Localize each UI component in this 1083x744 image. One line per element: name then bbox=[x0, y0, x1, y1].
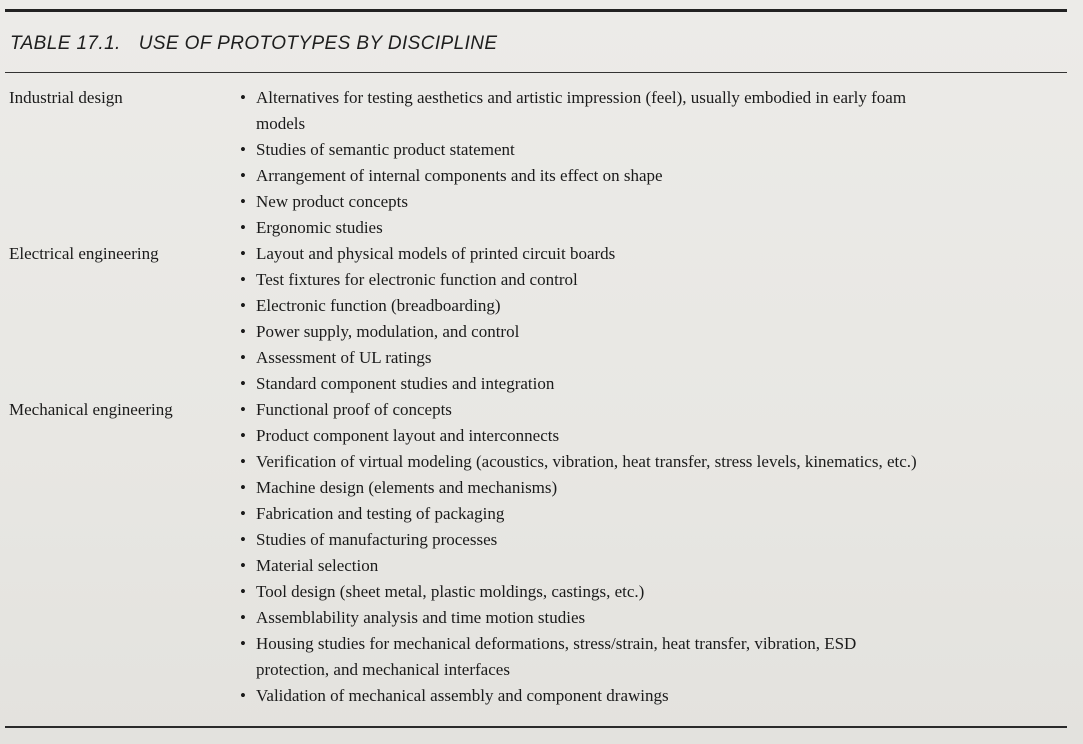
item-text: Electronic function (breadboarding) bbox=[256, 296, 501, 315]
bullet-icon: • bbox=[240, 504, 246, 523]
list-item bbox=[238, 449, 1083, 475]
item-text: Fabrication and testing of packaging bbox=[256, 504, 505, 523]
bullet-icon: • bbox=[240, 582, 246, 601]
bullet-icon: • bbox=[240, 218, 246, 237]
discipline-label: Electrical engineering bbox=[9, 244, 159, 263]
table-title: USE OF PROTOTYPES BY DISCIPLINE bbox=[138, 33, 498, 54]
list-item bbox=[238, 501, 1083, 527]
bullet-icon: • bbox=[240, 374, 246, 393]
list-item bbox=[238, 423, 1083, 449]
bullet-icon: • bbox=[240, 400, 246, 419]
bullet-icon: • bbox=[240, 192, 246, 211]
list-item bbox=[238, 241, 1083, 267]
item-text: Validation of mechanical assembly and component drawings bbox=[256, 686, 669, 705]
item-text: Tool design (sheet metal, plastic moldings, castings, etc.) bbox=[256, 582, 645, 601]
bullet-icon: • bbox=[240, 634, 246, 653]
bottom-rule bbox=[5, 726, 1067, 728]
list-item bbox=[238, 579, 1083, 605]
list-item bbox=[238, 267, 1083, 293]
list-item bbox=[238, 345, 1083, 371]
list-item bbox=[238, 631, 1083, 683]
item-text: Standard component studies and integration bbox=[256, 374, 555, 393]
item-text: Studies of manufacturing processes bbox=[256, 530, 498, 549]
bullet-icon: • bbox=[240, 296, 246, 315]
list-item bbox=[238, 683, 1083, 709]
list-item bbox=[238, 293, 1083, 319]
bullet-icon: • bbox=[240, 530, 246, 549]
item-text: New product concepts bbox=[256, 192, 409, 211]
list-item bbox=[238, 319, 1083, 345]
table-body bbox=[0, 85, 1083, 709]
item-text: Housing studies for mechanical deformations, stress/strain, heat transfer, vibration, ESD bbox=[256, 634, 857, 653]
use-list bbox=[238, 241, 1083, 397]
item-text-continued: models bbox=[256, 114, 306, 133]
item-text: Assemblability analysis and time motion studies bbox=[256, 608, 586, 627]
top-rule bbox=[5, 9, 1067, 12]
bullet-icon: • bbox=[240, 166, 246, 185]
list-item bbox=[238, 215, 1083, 241]
list-item bbox=[238, 137, 1083, 163]
bullet-icon: • bbox=[240, 686, 246, 705]
list-item bbox=[238, 527, 1083, 553]
bullet-icon: • bbox=[240, 348, 246, 367]
discipline-label: Mechanical engineering bbox=[9, 400, 173, 419]
bullet-icon: • bbox=[240, 140, 246, 159]
use-list bbox=[238, 85, 1083, 241]
item-text: Verification of virtual modeling (acoustics, vibration, heat transfer, stress levels, kinematics, etc.) bbox=[256, 452, 917, 471]
bullet-icon: • bbox=[240, 270, 246, 289]
item-text: Arrangement of internal components and its effect on shape bbox=[256, 166, 663, 185]
bullet-icon: • bbox=[240, 244, 246, 263]
table-row bbox=[0, 241, 1083, 397]
bullet-icon: • bbox=[240, 556, 246, 575]
list-item bbox=[238, 371, 1083, 397]
list-item bbox=[238, 163, 1083, 189]
table-caption bbox=[10, 33, 497, 55]
bullet-icon: • bbox=[240, 608, 246, 627]
list-item bbox=[238, 85, 1083, 137]
list-item bbox=[238, 605, 1083, 631]
item-text-continued: protection, and mechanical interfaces bbox=[256, 660, 510, 679]
bullet-icon: • bbox=[240, 478, 246, 497]
discipline-label: Industrial design bbox=[9, 88, 123, 107]
bullet-icon: • bbox=[240, 322, 246, 341]
item-text: Material selection bbox=[256, 556, 379, 575]
item-text: Machine design (elements and mechanisms) bbox=[256, 478, 558, 497]
header-rule bbox=[5, 72, 1067, 73]
bullet-icon: • bbox=[240, 426, 246, 445]
list-item bbox=[238, 189, 1083, 215]
table-number: TABLE 17.1. bbox=[10, 33, 121, 54]
list-item bbox=[238, 475, 1083, 501]
item-text: Test fixtures for electronic function and control bbox=[256, 270, 578, 289]
item-text: Power supply, modulation, and control bbox=[256, 322, 520, 341]
table-row bbox=[0, 397, 1083, 709]
bullet-icon: • bbox=[240, 452, 246, 471]
item-text: Alternatives for testing aesthetics and artistic impression (feel), usually embodied in early foam bbox=[256, 88, 907, 107]
table-row bbox=[0, 85, 1083, 241]
list-item bbox=[238, 553, 1083, 579]
item-text: Ergonomic studies bbox=[256, 218, 383, 237]
use-list bbox=[238, 397, 1083, 709]
list-item bbox=[238, 397, 1083, 423]
item-text: Assessment of UL ratings bbox=[256, 348, 432, 367]
item-text: Functional proof of concepts bbox=[256, 400, 452, 419]
item-text: Layout and physical models of printed circuit boards bbox=[256, 244, 616, 263]
item-text: Studies of semantic product statement bbox=[256, 140, 515, 159]
item-text: Product component layout and interconnects bbox=[256, 426, 560, 445]
bullet-icon: • bbox=[240, 88, 246, 107]
